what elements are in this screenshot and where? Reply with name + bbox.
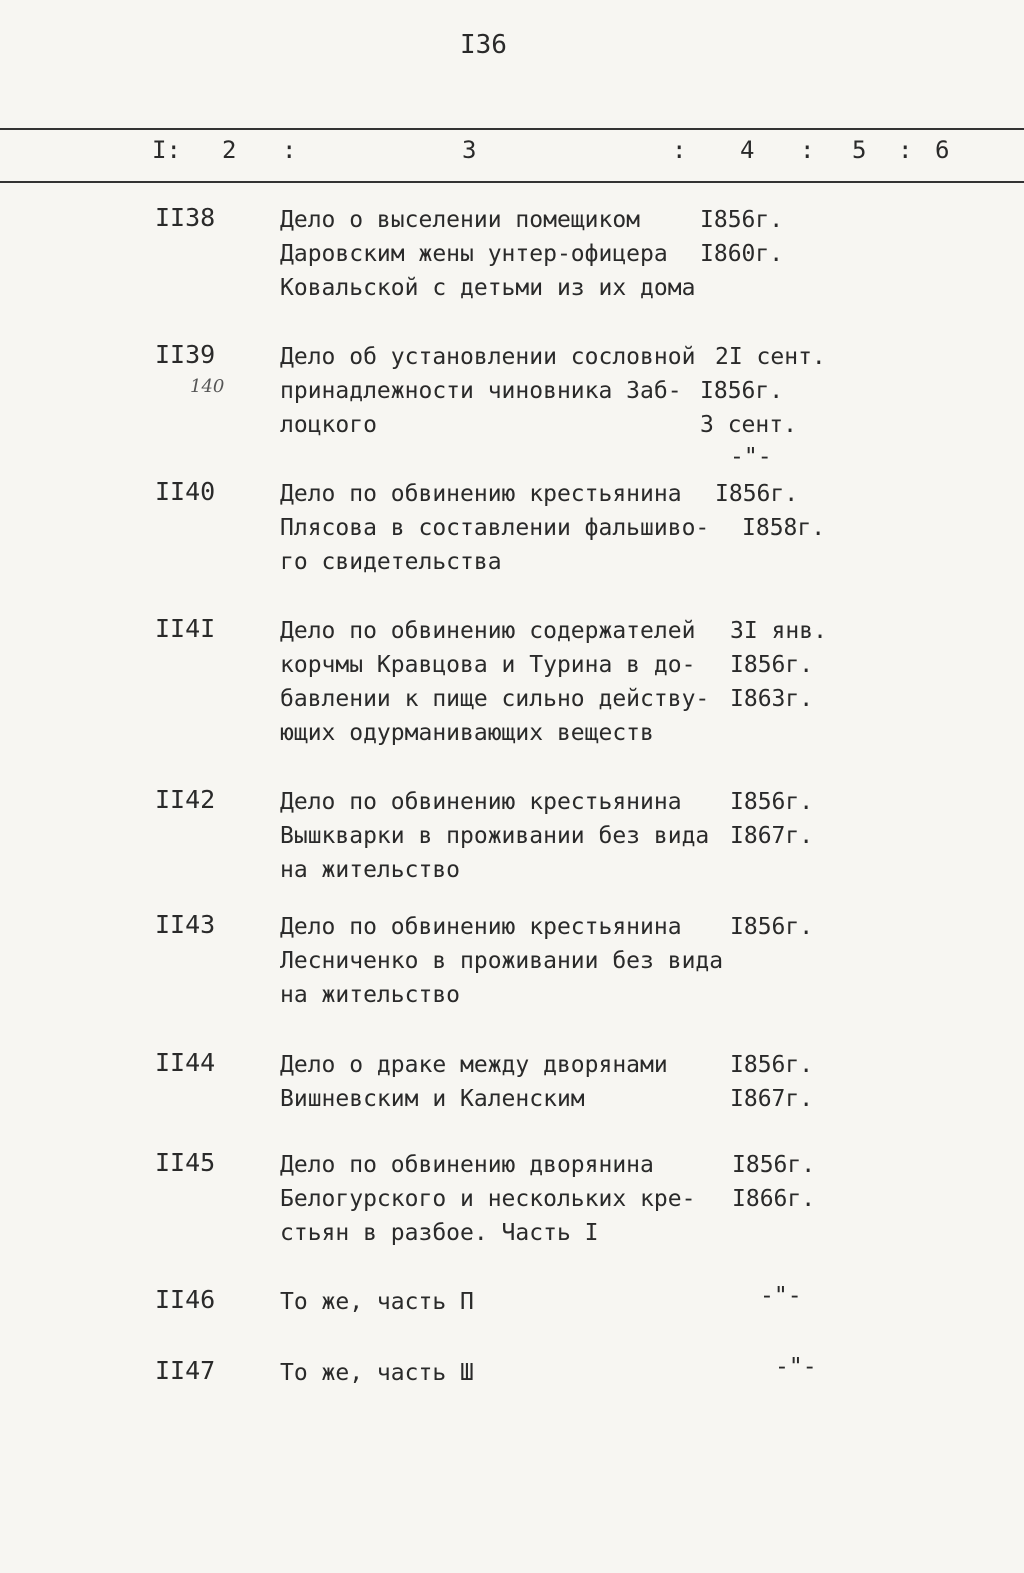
entry-date: I856г. <box>730 789 814 815</box>
header-col-3: 3 <box>462 136 477 164</box>
entry-date: I866г. <box>732 1186 816 1212</box>
entry-description-line: го свидетельства <box>280 549 502 575</box>
entry-description-line: Дело по обвинению крестьянина <box>280 481 682 507</box>
entry-date: I856г. <box>732 1152 816 1178</box>
entry-number: II39 <box>155 340 216 369</box>
entry-number: II43 <box>155 910 216 939</box>
header-col-1: I: <box>152 136 181 164</box>
entry-number: II45 <box>155 1148 216 1177</box>
entry-date: I856г. <box>700 378 784 404</box>
entry-description-line: Дело об установлении сословной <box>280 344 696 370</box>
entry-description-line: Белогурского и нескольких кре- <box>280 1186 696 1212</box>
entry-ditto-mark: -"- <box>775 1354 817 1380</box>
entry-date: I863г. <box>730 686 814 712</box>
entry-date: I856г. <box>715 481 799 507</box>
entry-description-line: Лесниченко в проживании без вида <box>280 948 724 974</box>
entry-description-line: То же, часть Ш <box>280 1360 474 1386</box>
entry-number: II38 <box>155 203 216 232</box>
entry-number: II46 <box>155 1285 216 1314</box>
entry-description-line: корчмы Кравцова и Турина в до- <box>280 652 696 678</box>
entry-description-line: Даровским жены унтер-офицера <box>280 241 668 267</box>
entry-date: 3I янв. <box>730 618 827 644</box>
header-col-5: 5 <box>852 136 867 164</box>
entry-date: I856г. <box>700 207 784 233</box>
entry-date: 2I сент. <box>715 344 826 370</box>
entry-date: I867г. <box>730 823 814 849</box>
handwritten-note: 140 <box>190 376 225 397</box>
entry-description-line: Дело по обвинению крестьянина <box>280 914 682 940</box>
header-col-4: 4 <box>740 136 755 164</box>
entry-description-line: Ковальской с детьми из их дома <box>280 275 696 301</box>
entry-number: II44 <box>155 1048 216 1077</box>
header-separator: : <box>282 136 297 164</box>
page-number: I36 <box>460 30 507 60</box>
entry-date: I858г. <box>742 515 826 541</box>
entry-description-line: принадлежности чиновника Заб- <box>280 378 682 404</box>
entry-ditto-mark: -"- <box>760 1283 802 1309</box>
entry-description-line: Дело по обвинению дворянина <box>280 1152 654 1178</box>
entry-date: I856г. <box>730 652 814 678</box>
header-top-rule <box>0 128 1024 130</box>
entry-date: I856г. <box>730 914 814 940</box>
entry-description-line: Дело о драке между дворянами <box>280 1052 668 1078</box>
entry-description-line: Дело по обвинению крестьянина <box>280 789 682 815</box>
header-bottom-rule <box>0 181 1024 183</box>
header-separator: : <box>800 136 815 164</box>
entry-description-line: Дело о выселении помещиком <box>280 207 641 233</box>
entry-description-line: Вышкварки в проживании без вида <box>280 823 710 849</box>
entry-description-line: бавлении к пище сильно действу- <box>280 686 710 712</box>
entry-date: 3 сент. <box>700 412 797 438</box>
entry-description-line: стьян в разбое. Часть I <box>280 1220 599 1246</box>
entry-date: I860г. <box>700 241 784 267</box>
entry-ditto-mark: -"- <box>730 444 772 470</box>
entry-number: II40 <box>155 477 216 506</box>
header-separator: : <box>898 136 913 164</box>
entry-description-line: То же, часть П <box>280 1289 474 1315</box>
entry-number: II4I <box>155 614 216 643</box>
header-col-2: 2 <box>222 136 237 164</box>
entry-description-line: Вишневским и Каленским <box>280 1086 585 1112</box>
entry-description-line: Дело по обвинению содержателей <box>280 618 696 644</box>
entry-description-line: ющих одурманивающих веществ <box>280 720 654 746</box>
entry-number: II42 <box>155 785 216 814</box>
entry-date: I867г. <box>730 1086 814 1112</box>
header-separator: : <box>672 136 687 164</box>
entry-number: II47 <box>155 1356 216 1385</box>
entry-description-line: лоцкого <box>280 412 377 438</box>
entry-description-line: на жительство <box>280 982 461 1008</box>
entry-description-line: на жительство <box>280 857 461 883</box>
header-col-6: 6 <box>935 136 950 164</box>
entry-description-line: Плясова в составлении фальшиво- <box>280 515 710 541</box>
entry-date: I856г. <box>730 1052 814 1078</box>
